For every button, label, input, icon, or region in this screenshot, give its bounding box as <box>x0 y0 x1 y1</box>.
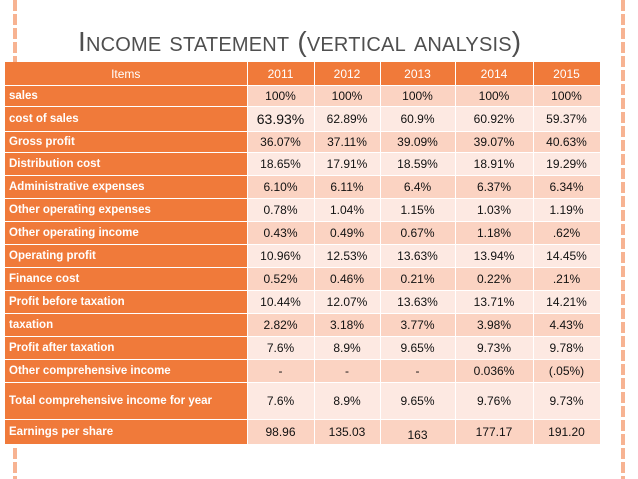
cell-2013: 60.9% <box>380 107 455 132</box>
cell-2014: 9.73% <box>455 337 533 360</box>
cell-2012: 3.18% <box>314 314 380 337</box>
table-row <box>5 222 600 245</box>
column-header-2012: 2012 <box>314 62 380 86</box>
table-row <box>5 245 600 268</box>
cell-2011: 7.6% <box>247 383 314 420</box>
table-row <box>5 107 600 132</box>
cell-2013: 1.15% <box>380 199 455 222</box>
column-header-2014: 2014 <box>455 62 533 86</box>
cell-2014: 18.91% <box>455 153 533 176</box>
cell-2012: 17.91% <box>314 153 380 176</box>
cell-2011: 98.96 <box>247 420 314 445</box>
row-label: Operating profit <box>5 245 247 268</box>
right-decorative-rule <box>621 0 625 479</box>
cell-2012: - <box>314 360 380 383</box>
cell-2015: 9.78% <box>533 337 600 360</box>
cell-2013: 0.67% <box>380 222 455 245</box>
cell-2011: 2.82% <box>247 314 314 337</box>
row-label: Profit before taxation <box>5 291 247 314</box>
row-label: Total comprehensive income for year <box>5 383 247 420</box>
cell-2013: 3.77% <box>380 314 455 337</box>
cell-2014: 177.17 <box>455 420 533 445</box>
cell-2011: 0.43% <box>247 222 314 245</box>
row-label: taxation <box>5 314 247 337</box>
cell-2013: - <box>380 360 455 383</box>
cell-2014: 1.18% <box>455 222 533 245</box>
table-row <box>5 337 600 360</box>
column-header-2011: 2011 <box>247 62 314 86</box>
table-row <box>5 314 600 337</box>
cell-2011: 63.93% <box>247 107 314 132</box>
cell-2012: 8.9% <box>314 337 380 360</box>
cell-2012: 12.07% <box>314 291 380 314</box>
cell-2015: 6.34% <box>533 176 600 199</box>
cell-2012: 100% <box>314 86 380 107</box>
cell-2015: 191.20 <box>533 420 600 445</box>
cell-2013: 9.65% <box>380 337 455 360</box>
table-row <box>5 86 600 107</box>
cell-2011: 6.10% <box>247 176 314 199</box>
cell-2012: 37.11% <box>314 132 380 153</box>
cell-2015: 14.21% <box>533 291 600 314</box>
table-row <box>5 420 600 445</box>
table-row <box>5 360 600 383</box>
cell-2011: 10.96% <box>247 245 314 268</box>
table-row <box>5 268 600 291</box>
cell-2011: 18.65% <box>247 153 314 176</box>
cell-2011: 100% <box>247 86 314 107</box>
row-label: Other operating expenses <box>5 199 247 222</box>
cell-2014: 100% <box>455 86 533 107</box>
cell-2015: 9.73% <box>533 383 600 420</box>
cell-2015: 40.63% <box>533 132 600 153</box>
row-label: Distribution cost <box>5 153 247 176</box>
table-row <box>5 176 600 199</box>
table-row <box>5 383 600 420</box>
row-label: Gross profit <box>5 132 247 153</box>
cell-2012: 0.49% <box>314 222 380 245</box>
cell-2013: 18.59% <box>380 153 455 176</box>
row-label: Other comprehensive income <box>5 360 247 383</box>
cell-2013: 0.21% <box>380 268 455 291</box>
row-label: Finance cost <box>5 268 247 291</box>
cell-2014: 39.07% <box>455 132 533 153</box>
cell-2012: 1.04% <box>314 199 380 222</box>
cell-2014: 0.036% <box>455 360 533 383</box>
row-label: cost of sales <box>5 107 247 132</box>
cell-2015: 14.45% <box>533 245 600 268</box>
row-label: Administrative expenses <box>5 176 247 199</box>
cell-2011: 0.52% <box>247 268 314 291</box>
row-label: Earnings per share <box>5 420 247 445</box>
cell-2015: 19.29% <box>533 153 600 176</box>
cell-2015: 4.43% <box>533 314 600 337</box>
cell-2013: 9.65% <box>380 383 455 420</box>
cell-2011: 36.07% <box>247 132 314 153</box>
cell-2012: 0.46% <box>314 268 380 291</box>
table-row <box>5 291 600 314</box>
cell-2012: 135.03 <box>314 420 380 445</box>
cell-2014: 6.37% <box>455 176 533 199</box>
row-label: Other operating income <box>5 222 247 245</box>
cell-2015: .62% <box>533 222 600 245</box>
table-row <box>5 132 600 153</box>
cell-2011: 0.78% <box>247 199 314 222</box>
column-header-items: Items <box>5 62 247 86</box>
cell-2014: 3.98% <box>455 314 533 337</box>
cell-2012: 62.89% <box>314 107 380 132</box>
cell-2012: 12.53% <box>314 245 380 268</box>
cell-2014: 1.03% <box>455 199 533 222</box>
table-row <box>5 153 600 176</box>
cell-2013: 163 <box>380 420 455 445</box>
cell-2013: 100% <box>380 86 455 107</box>
cell-2015: .21% <box>533 268 600 291</box>
slide-title: Income statement (vertical analysis) <box>78 26 522 57</box>
column-header-2015: 2015 <box>533 62 600 86</box>
table-header-row <box>5 62 600 86</box>
cell-2015: 59.37% <box>533 107 600 132</box>
table-row <box>5 199 600 222</box>
cell-2012: 6.11% <box>314 176 380 199</box>
cell-2014: 0.22% <box>455 268 533 291</box>
cell-2013: 39.09% <box>380 132 455 153</box>
cell-2011: - <box>247 360 314 383</box>
cell-2014: 13.94% <box>455 245 533 268</box>
row-label: Profit after taxation <box>5 337 247 360</box>
income-statement-table <box>5 62 601 445</box>
column-header-2013: 2013 <box>380 62 455 86</box>
cell-2011: 7.6% <box>247 337 314 360</box>
row-label: sales <box>5 86 247 107</box>
cell-2015: (.05%) <box>533 360 600 383</box>
cell-2013: 13.63% <box>380 291 455 314</box>
cell-2015: 1.19% <box>533 199 600 222</box>
cell-2014: 13.71% <box>455 291 533 314</box>
cell-2011: 10.44% <box>247 291 314 314</box>
cell-2014: 9.76% <box>455 383 533 420</box>
cell-2014: 60.92% <box>455 107 533 132</box>
cell-2013: 13.63% <box>380 245 455 268</box>
cell-2013: 6.4% <box>380 176 455 199</box>
cell-2012: 8.9% <box>314 383 380 420</box>
cell-2015: 100% <box>533 86 600 107</box>
